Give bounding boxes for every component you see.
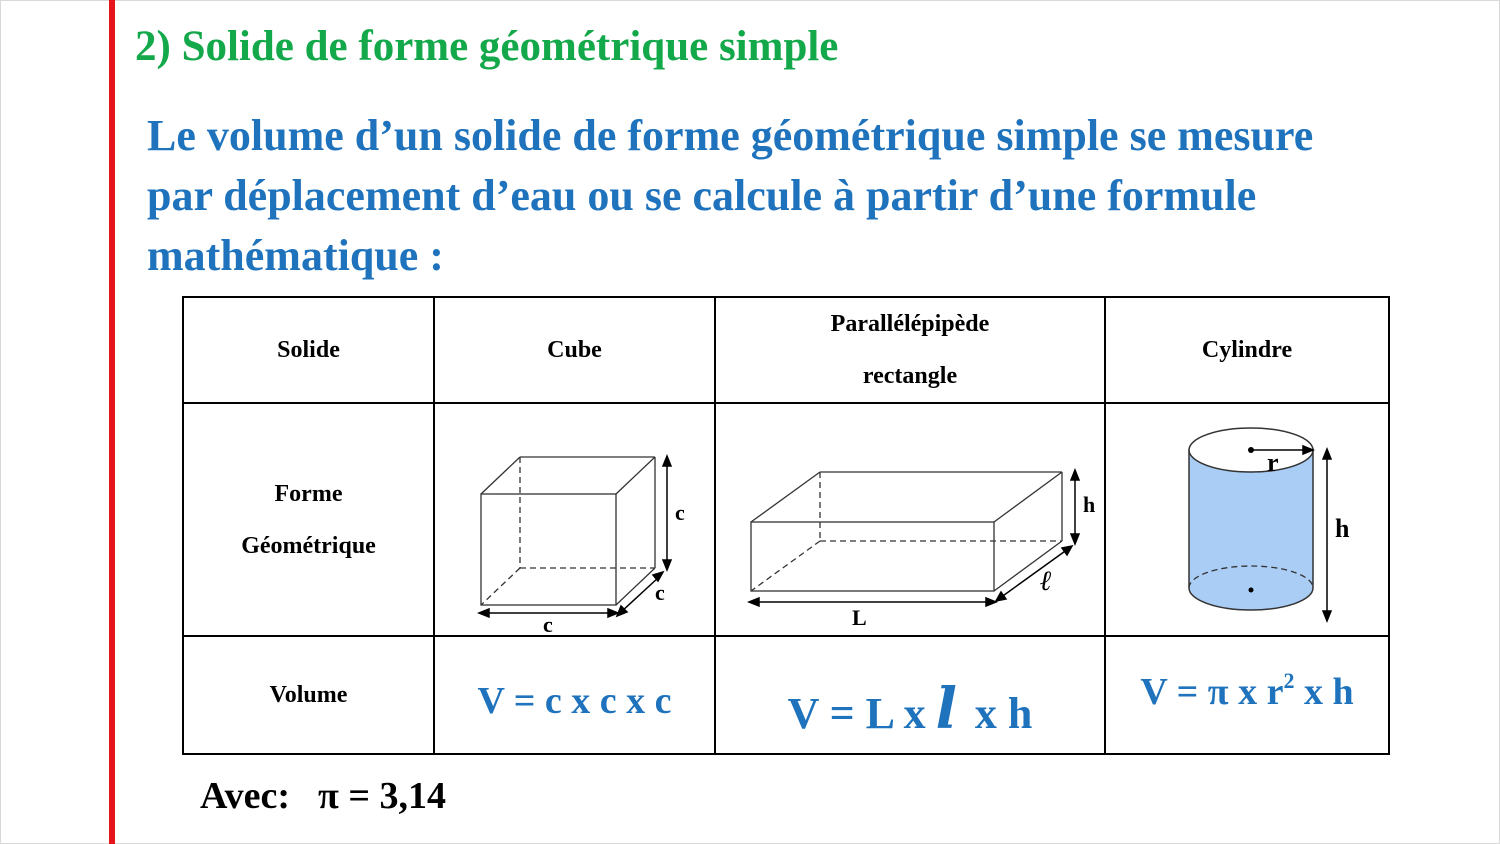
- parallelepipede-diagram: [725, 420, 1096, 630]
- header-cube: Cube: [434, 297, 715, 403]
- header-solide: Solide: [183, 297, 434, 403]
- cube-diagram-cell: [434, 403, 715, 636]
- section-title: 2) Solide de forme géométrique simple: [135, 23, 839, 70]
- para-formula-ell: l: [935, 676, 957, 742]
- cyl-formula-exponent: 2: [1283, 668, 1295, 693]
- table-header-row: [183, 297, 1389, 403]
- pi-value: π = 3,14: [318, 775, 446, 817]
- table-shape-row: [183, 403, 1389, 636]
- header-parallelepipede: [715, 297, 1105, 403]
- avec-label: Avec:: [200, 775, 291, 817]
- cylinder-diagram: [1117, 415, 1377, 625]
- cube-width-label: c: [542, 611, 553, 637]
- shape-row-label: [183, 403, 434, 636]
- para-formula-prefix: V = L x: [787, 689, 926, 738]
- cyl-height-label: h: [1335, 513, 1350, 543]
- cylinder-volume-formula: [1140, 668, 1353, 714]
- intro-paragraph: [147, 106, 1492, 286]
- shape-row-label-line1: Forme: [274, 480, 343, 507]
- cylinder-diagram-cell: [1105, 403, 1389, 636]
- shape-row-label-line2: Géométrique: [241, 532, 376, 559]
- cube-volume-formula: V = c x c x c: [477, 680, 672, 722]
- cyl-formula-suffix: x h: [1294, 671, 1354, 713]
- cube-formula-cell: [434, 636, 715, 754]
- cube-height-label: c: [674, 499, 685, 525]
- cylinder-formula-cell: [1105, 636, 1389, 754]
- pi-note: [200, 774, 446, 818]
- intro-line: par déplacement d’eau ou se calcule à partir d’une formule: [147, 171, 1257, 220]
- table-volume-row: [183, 636, 1389, 754]
- header-parallelepipede-line2: rectangle: [862, 363, 958, 389]
- volume-row-label: Volume: [183, 636, 434, 754]
- parallelepipede-volume-formula: [788, 676, 1033, 742]
- red-accent-bar: [109, 0, 115, 844]
- parallelepipede-diagram-cell: [715, 403, 1105, 636]
- para-length-label: L: [852, 604, 867, 630]
- cyl-formula-prefix: V = π x r: [1140, 671, 1284, 713]
- para-height-label: h: [1083, 491, 1096, 517]
- header-cylindre: Cylindre: [1105, 297, 1389, 403]
- intro-line: Le volume d’un solide de forme géométrique simple se mesure: [147, 111, 1314, 160]
- para-formula-suffix: x h: [974, 689, 1033, 738]
- cube-depth-label: c: [654, 579, 665, 605]
- para-depth-label: ℓ: [1040, 565, 1052, 597]
- cube-diagram: [445, 420, 705, 637]
- parallelepipede-formula-cell: [715, 636, 1105, 754]
- intro-line: mathématique :: [147, 231, 444, 280]
- solids-table: [182, 296, 1390, 755]
- cyl-radius-label: r: [1267, 447, 1279, 477]
- header-parallelepipede-line1: Parallélépipède: [830, 311, 990, 337]
